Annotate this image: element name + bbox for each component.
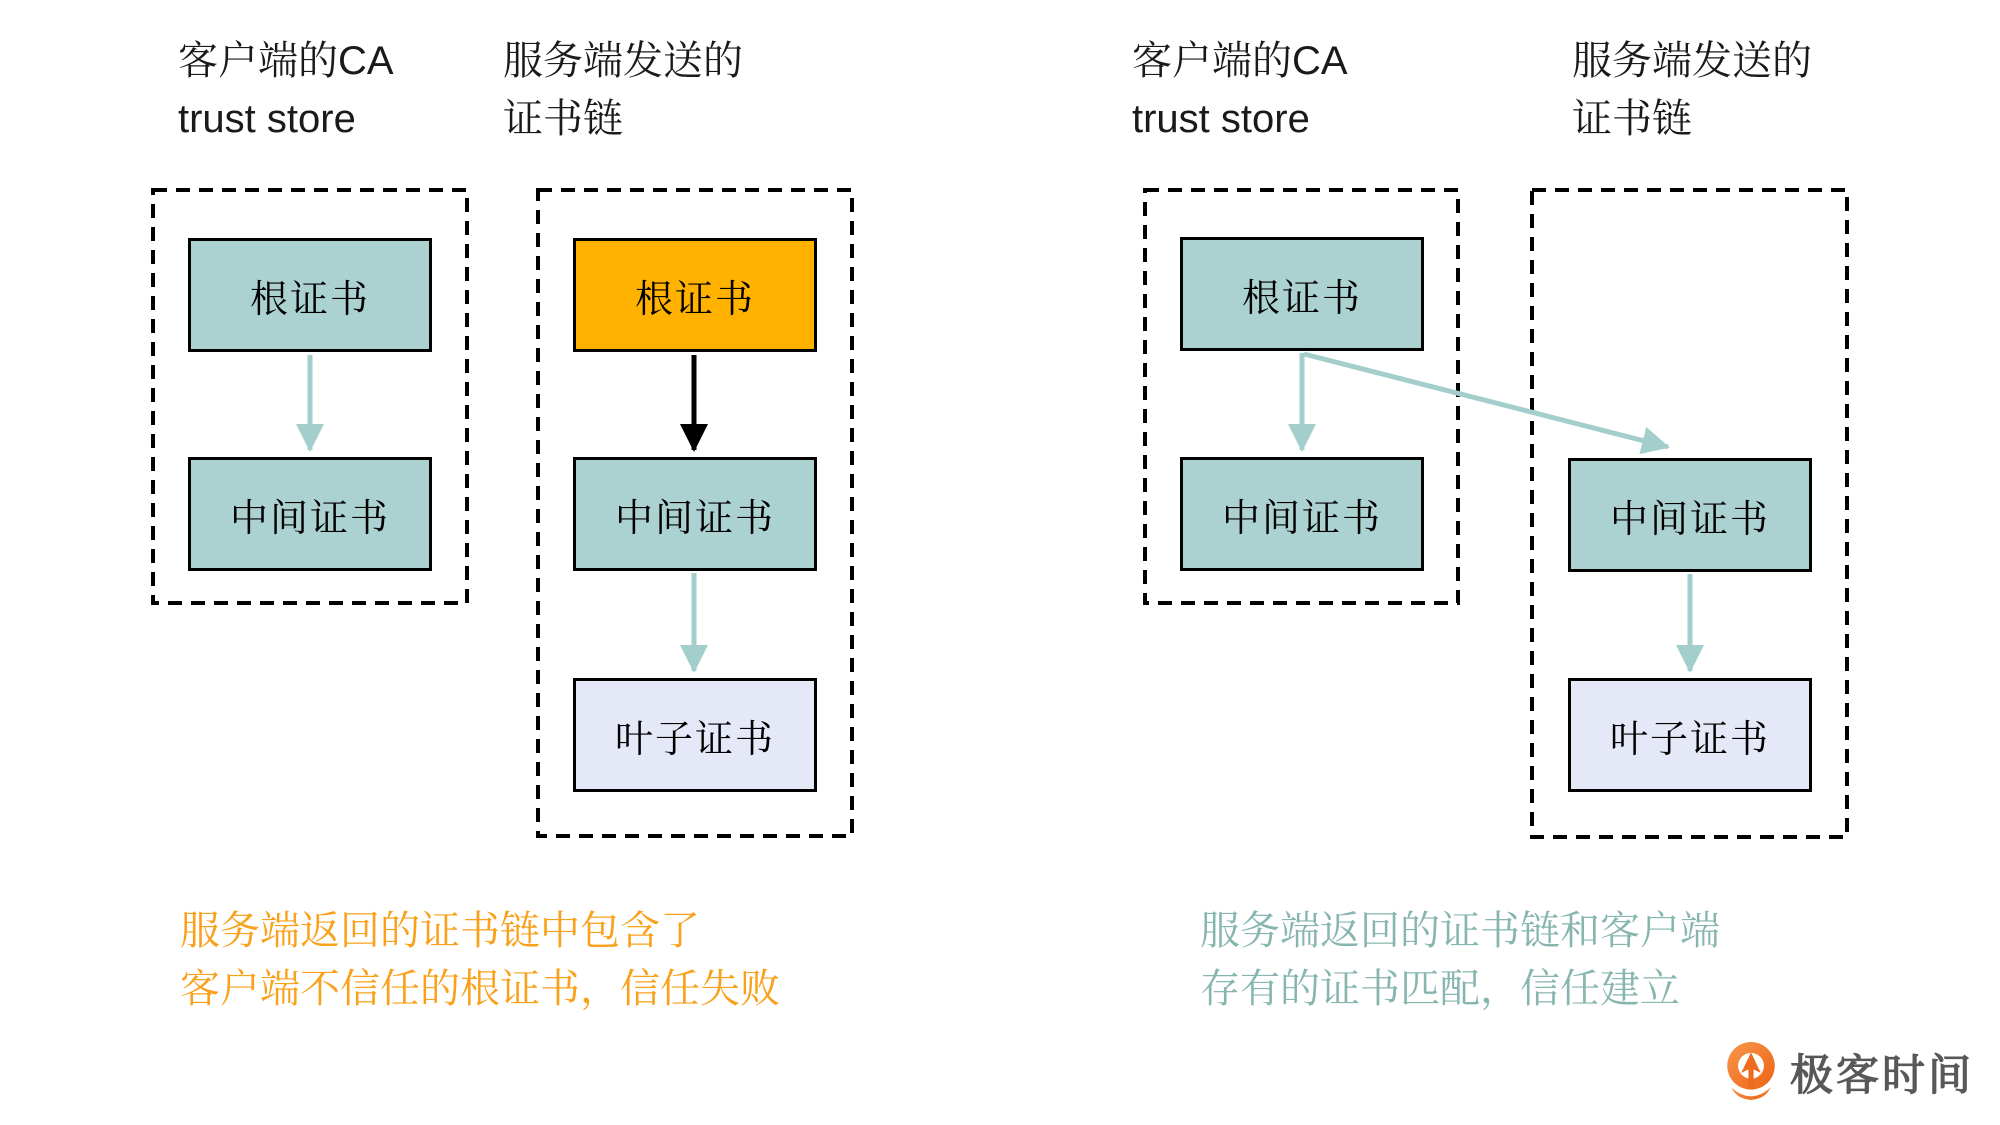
caption-line: 存有的证书匹配，信任建立	[1200, 967, 1680, 1011]
header-line: 证书链	[1572, 97, 1692, 141]
header-line: 客户端的CA	[178, 39, 394, 83]
leaf-cert-box-server-fail: 叶子证书	[573, 678, 817, 792]
intermediate-cert-box-server-fail: 中间证书	[573, 457, 817, 571]
root-cert-box-server-untrusted: 根证书	[573, 238, 817, 352]
caption-trust-fail	[180, 902, 780, 1018]
intermediate-cert-box-client-success: 中间证书	[1180, 457, 1424, 571]
header-line: trust store	[1132, 97, 1310, 141]
root-cert-box-client-fail: 根证书	[188, 238, 432, 352]
logo-text: 极客时间	[1790, 1051, 1974, 1100]
caption-line: 服务端返回的证书链中包含了	[180, 909, 700, 953]
geektime-pin-icon	[1724, 1041, 1778, 1103]
header-line: 证书链	[503, 97, 623, 141]
geektime-logo	[1724, 1040, 1974, 1104]
header-client-store-success	[1132, 32, 1348, 148]
arrow-root-to-server-intermediate-match	[1304, 354, 1668, 447]
header-line: 客户端的CA	[1132, 39, 1348, 83]
header-line: 服务端发送的	[503, 39, 743, 83]
root-cert-box-client-success: 根证书	[1180, 237, 1424, 351]
header-server-chain-success	[1572, 32, 1812, 148]
header-client-store-fail	[178, 32, 394, 148]
header-server-chain-fail	[503, 32, 743, 148]
intermediate-cert-box-server-success: 中间证书	[1568, 458, 1812, 572]
header-line: 服务端发送的	[1572, 39, 1812, 83]
intermediate-cert-box-client-fail: 中间证书	[188, 457, 432, 571]
caption-trust-success	[1200, 902, 1720, 1018]
caption-line: 客户端不信任的根证书，信任失败	[180, 967, 780, 1011]
header-line: trust store	[178, 97, 356, 141]
leaf-cert-box-server-success: 叶子证书	[1568, 678, 1812, 792]
caption-line: 服务端返回的证书链和客户端	[1200, 909, 1720, 953]
